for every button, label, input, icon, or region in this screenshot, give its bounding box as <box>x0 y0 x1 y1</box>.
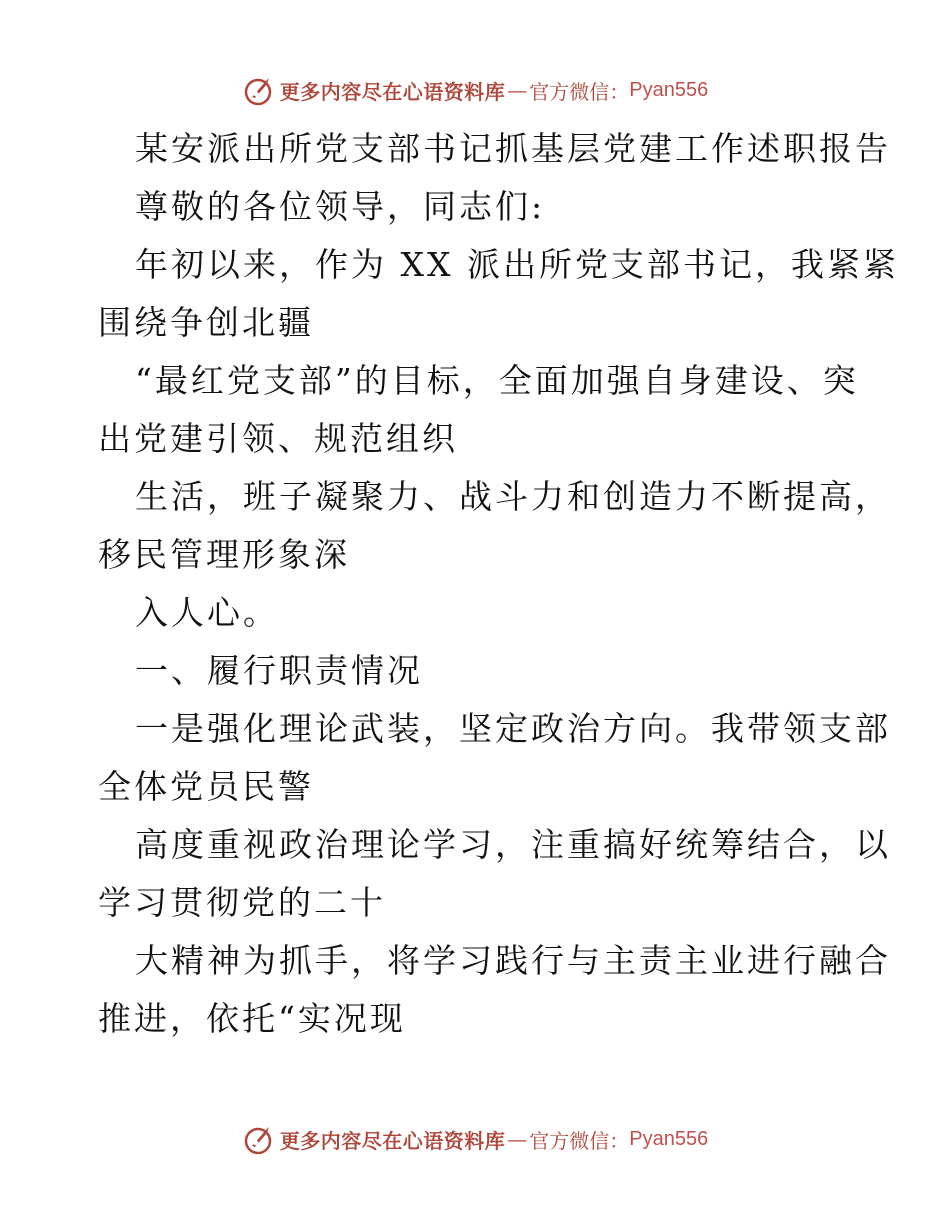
banner-main-text: 更多内容尽在心语资料库 <box>279 79 506 104</box>
banner-wechat-id: Pyan556 <box>629 78 709 101</box>
text-line: 围绕争创北疆 <box>98 303 314 342</box>
document-body <box>98 120 899 1048</box>
banner-separator: — <box>507 1127 528 1151</box>
text-line: 出党建引领、规范组织 <box>98 419 458 458</box>
banner-main-text: 更多内容尽在心语资料库 <box>279 1128 506 1153</box>
text-line: 年初以来，作为 XX 派出所党支部书记，我紧紧 <box>135 245 899 284</box>
text-line: 某安派出所党支部书记抓基层党建工作述职报告 <box>135 129 891 168</box>
text-line: 移民管理形象深 <box>98 535 350 574</box>
text-line: 尊敬的各位领导，同志们: <box>135 187 546 226</box>
text-line: 大精神为抓手，将学习践行与主责主业进行融合 <box>135 941 891 980</box>
text-line: “最红党支部”的目标，全面加强自身建设、突 <box>135 361 859 400</box>
text-line: 入人心。 <box>135 593 279 632</box>
text-line: 推进，依托“实况现 <box>98 999 406 1038</box>
footer-banner <box>0 1119 950 1159</box>
text-line: 全体党员民警 <box>98 767 314 806</box>
banner-wechat-label: 官方微信： <box>529 1128 630 1153</box>
banner-wechat-id: Pyan556 <box>629 1127 709 1150</box>
text-line: 一是强化理论武装，坚定政治方向。我带领支部 <box>135 709 891 748</box>
text-line: 生活，班子凝聚力、战斗力和创造力不断提高， <box>135 477 891 516</box>
text-line: 学习贯彻党的二十 <box>98 883 386 922</box>
header-banner <box>0 70 950 110</box>
banner-wechat-label: 官方微信： <box>529 79 630 104</box>
text-line: 高度重视政治理论学习，注重搞好统筹结合，以 <box>135 825 891 864</box>
quill-logo-icon <box>242 1122 276 1156</box>
banner-separator: — <box>507 78 528 102</box>
text-line: 一、履行职责情况 <box>135 651 423 690</box>
quill-logo-icon <box>242 73 276 107</box>
